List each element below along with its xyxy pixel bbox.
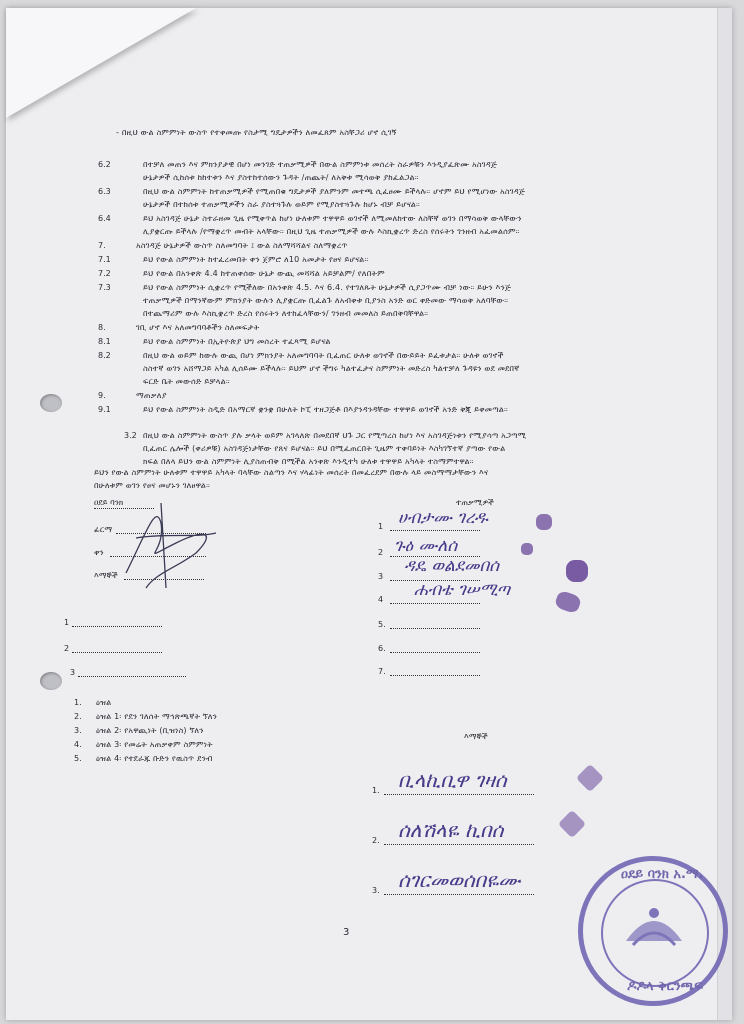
attachment-number: 5. <box>74 754 82 763</box>
left-witness-line-3 <box>78 676 186 677</box>
left-witness-number-1: 1 <box>64 618 70 627</box>
left-witness-line-1 <box>72 626 162 627</box>
attachment-number: 1. <box>74 698 82 707</box>
beneficiary-number: 5. <box>378 620 386 629</box>
clause-text: ይህ የውል ስምምነት ሲቋረጥ የሚችለው በአንቀጽ 4.5. እና 6.4. የተገለጹት ሁኔታዎች ሲያጋጥሙ ብቻ ነው። ይሁን እንጅ <box>143 283 512 292</box>
clause-text: ይህ አስገዳጅ ሁኔታ ስተራዘመ ጊዜ የሚቀጥል ከሆነ ሁለቱም ተዋዋይ ወገኖች ለሚመለከተው ለስቸኛ ወገን በማሳወቅ ውላቸውን <box>143 214 522 223</box>
signature-label: ፊርማ <box>94 525 113 534</box>
clause-text: ይህ የውል ስምምነት ከተፈረመበት ቀን ጀምሮ ለ10 አመታት የፀና ይሆናል። <box>143 255 369 264</box>
beneficiary-line <box>390 603 480 604</box>
clause-number: 3.2 <box>124 431 137 440</box>
left-witness-number-3: 3 <box>70 668 76 677</box>
witness-number: 1. <box>372 786 380 795</box>
clause-number: 9. <box>98 391 106 400</box>
clause-number: 9.1 <box>98 405 111 414</box>
beneficiary-number: 1 <box>378 522 384 531</box>
closing-text: ይህን የውል ስምምነት ሁለቱም ተዋዋይ አካላት ባላቸው ስልጣን እና ሃላፊነት መሰረት በመፈረደም በውሉ ላይ መስማማታቸውን እና <box>94 468 489 477</box>
clause-text: በዚህ ውል ስምምነት ከተጠቃሚዎች የሚጠበቁ ግዴታዎች ያለምንም መተጫ ሲፈፀሙ ይችላሉ። ሆኖም ይህ የሚሆነው አስገዳጅ <box>143 187 526 196</box>
thumbprint-1 <box>536 514 552 530</box>
clause-number: 7.2 <box>98 269 111 278</box>
witnesses-title: እማኞች <box>464 732 488 741</box>
clause-text: ሊያቋርጡ ይችላሉ /የማቋረጥ መብት አላቸው። በዚህ ጊዜ ተጠቃሚዎች ውሉ እስኪቋረጥ ድረስ የሰሩትን ገንዘብ አፈመልሰም። <box>143 227 520 236</box>
beneficiary-line <box>390 628 480 629</box>
clause-text: ገቢ ሆኖ እና አለመግባባቶችን ስለመፍታት <box>136 323 260 332</box>
clause-text: ይህ የውል በአንቀጽ 4.4 ከተጠቀሰው ሁኔታ ውጪ መሻሻል አይቻልም/ የለበትም <box>143 269 385 278</box>
clause-text: ፍርድ ቤት መውሰድ ይቻላል። <box>143 377 230 386</box>
witness-signature: ሰለሽላዬ ኪበሰ <box>398 818 504 842</box>
beneficiaries-title: ተጠቃሚዎች <box>456 498 494 507</box>
clause-text: በተቻለ መጠን እና ምክንያታዊ በሆነ መንገድ ተጠቃሚዎች በውል ስምምነቱ መሰረት ስራዎቹን እንዲያፈጽሙ አስገዳጅ <box>143 160 498 169</box>
seal-label: እማኞች <box>94 571 118 580</box>
beneficiary-number: 3 <box>378 572 384 581</box>
attachment-text: ዕዝል 1፡ የደን ገለሰት ማኅጽጫኛት ኘለን <box>96 712 218 721</box>
document-page <box>6 8 732 1020</box>
clause-text: ይህ የውል ስምምነት ስዲድ በአማርኛ ቋንቋ በሁለት ኮፒ ተዘጋጅቶ በእያንዳንዳቸው ተዋዋይ ወገኖች አንድ ቅጂ ይቀመጣል። <box>143 405 508 414</box>
bank-seal-stamp <box>578 856 728 1006</box>
section-heading: - በዚህ ውል ስምምነት ውስጥ የተቀመጡ የስታሚ ግዴታዎችን ለመፈጸም አስቸጋሪ ሆኖ ሲገኝ <box>116 128 397 137</box>
witness-number: 3. <box>372 886 380 895</box>
clause-text: ማጠቃለያ <box>136 391 167 400</box>
beneficiary-number: 6. <box>378 644 386 653</box>
punch-hole-bottom <box>40 672 62 690</box>
bank-manager-signature <box>116 493 226 593</box>
thumbprint-2 <box>521 543 533 555</box>
attachment-number: 3. <box>74 726 82 735</box>
witness-signature: ሰገርመወሰበዬሙ <box>398 868 521 892</box>
thumbprint-3 <box>566 560 588 582</box>
beneficiary-number: 7. <box>378 667 386 676</box>
clause-number: 7.3 <box>98 283 111 292</box>
clause-text: ይህ የውል ስምምነት በኢትዮጵያ ህግ መሰረት ተፈጻሚ ይሆናል <box>143 337 331 346</box>
clause-number: 8. <box>98 323 106 332</box>
clause-number: 6.3 <box>98 187 111 196</box>
thumbprint-4 <box>554 589 583 614</box>
witness-line <box>384 844 534 845</box>
clause-text: ተጠቃሚዎች በማንኛውም ምክንያት ውሉን ሊያቋርጡ ቢፈልጉ ለአብቀቱ ቢያንስ አንድ ወር ቀድመው ማሳወቅ አለባቸው። <box>143 296 509 305</box>
beneficiary-signature: ዳዴ ወልደመበሰ <box>404 556 500 576</box>
left-witness-line-2 <box>72 652 162 653</box>
attachment-text: ዕዝል 2፡ የአዋጪነት (ቢዝነስ) ኘለን <box>96 726 204 735</box>
clause-number: 6.4 <box>98 214 111 223</box>
attachment-text: ዕዝል <box>96 698 112 707</box>
beneficiary-signature: ሐብቴ ገሠሚጣ <box>414 580 511 600</box>
punch-hole-top <box>40 394 62 412</box>
date-label: ቀን <box>94 548 104 557</box>
beneficiary-line <box>390 530 480 531</box>
clause-number: 7. <box>98 241 106 250</box>
clause-number: 8.1 <box>98 337 111 346</box>
attachment-number: 4. <box>74 740 82 749</box>
clause-number: 6.2 <box>98 160 111 169</box>
beneficiary-line <box>390 652 480 653</box>
clause-text: ሁኔታዎች በተከሰቱ ተጠቃሚዎችን ስራ ያስተጓጉሉ ወይም የሚያስተጓጉሉ ከሆኑ ብቻ ይሆናል። <box>143 200 420 209</box>
clause-text: ቢፈጠር ሌሎች (ቀሪዎቹ) አስገዳጅነታቸው የጸና ይሆናል። ይህ በሚፈጠርበት ጊዜም ተቀባይነት እስካገኘተኛ ያጣው የውል <box>143 444 506 453</box>
attachment-text: ዕዝል 4፡ የተደራጁ ቡድን የዉስጥ ደንብ <box>96 754 213 763</box>
attachment-text: ዕዝል 3፡ የመሬት አጠቃቀም ስምምነት <box>96 740 213 749</box>
clause-text: አስገዳጅ ሁኔታዎች ውስጥ ስለመግባት ፤ ውል ስለማሻሻልና ስለማቋረጥ <box>136 241 348 250</box>
clause-text: ስስተኛ ወገን አሸማጋይ አካል ሊሰይሙ ይችላሉ። ይህም ሆኖ ችግሩ ካልተፈታና ስምምነት መድረስ ካልተቻለ ጉዳዩን ወደ መደበኛ <box>143 364 520 373</box>
beneficiary-number: 2 <box>378 548 384 557</box>
clause-text: ሁኔታዎች ሲከሰቱ ከከተቱን እና ያስተከተሰውን ጉዳት /ጠጨት/ ለአቅቱ ሚሳወቅ ያከፈልጋል። <box>143 173 419 182</box>
page-number: 3 <box>343 927 350 938</box>
folded-corner <box>6 8 196 118</box>
attachment-number: 2. <box>74 712 82 721</box>
witness-number: 2. <box>372 836 380 845</box>
witness-line <box>384 894 534 895</box>
witness-thumbprint-2 <box>558 810 586 838</box>
clause-text: ክፍል በለላ ይህን ውል ስምምነት ሊያስጠብቅ በሚችል አንቀጽ እንዲተካ ሁለቱ ተዋዋይ አካላት ተስማምተዋል። <box>143 457 474 466</box>
closing-text: በሁለቱም ወገን የፀና መሆኑን ገለፀዋል። <box>94 481 211 490</box>
clause-number: 8.2 <box>98 351 111 360</box>
witness-thumbprint-1 <box>576 764 604 792</box>
clause-text: በተጨማሪም ውሉ እስኪቋረጥ ድረስ የሰሩትን ለተከፈላቸውን/ ገንዘብ መመለስ ይጠበቅባቸዋል። <box>143 309 429 318</box>
stamp-emblem-icon <box>621 901 687 961</box>
clause-number: 7.1 <box>98 255 111 264</box>
clause-text: በዚህ ውል ስምምነት ውስጥ ያሉ ቃላት ወይም አገላለጽ በመደበኛ ህጉ ጋር የሚጣረስ ከሆነ እና አስገዳጅነቱን የሚያሳጣ አጋጣሚ <box>143 431 527 440</box>
beneficiary-number: 4 <box>378 595 384 604</box>
clause-text: በዚህ ውል ወይም ከውሉ ውጪ በሆነ ምክንያት አለመግባባት ቢፈጠር ሁለቱ ወገኖች በውይይት ይፈቱታል። ሁለቱ ወገኖች <box>143 351 504 360</box>
paper-edge <box>717 8 732 1020</box>
beneficiary-line <box>390 675 480 676</box>
witness-signature: ቢላኪቢዋ ገዛሰ <box>398 768 507 792</box>
beneficiary-signature: ሀብታሙ ገረዱ <box>398 508 488 528</box>
stamp-top-text: ዐደይ ባንክ አ.ማ. <box>621 867 704 882</box>
bank-title: ዐደይ ባንክ <box>94 498 124 507</box>
beneficiary-signature: ጉዕ ሙለሰ <box>394 536 458 556</box>
stamp-bottom-text: ዶዶላ ቅርንጫፍ <box>627 979 703 994</box>
witness-line <box>384 794 534 795</box>
left-witness-number-2: 2 <box>64 644 70 653</box>
